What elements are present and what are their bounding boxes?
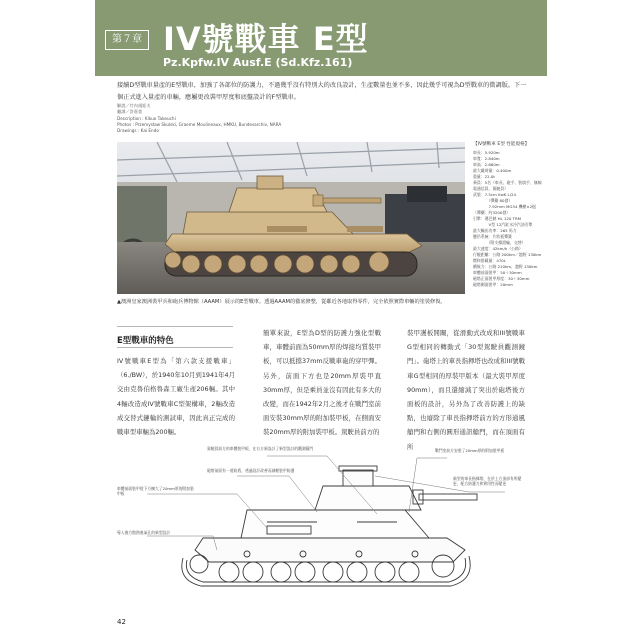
chapter-header	[95, 0, 547, 76]
tank-photo	[117, 142, 465, 294]
body-column-3: 裝甲護板開關，從滑動式改成和III號戰車G型相同的轉動式「30型駕駛員觀測鏡門」。砲塔上的車長指揮塔也改成和III號戰車G型相同的厚裝甲版本（最大裝甲厚度90mm），而且還縮減了突出於砲塔後方面板的設計，另外為了改善防護上的缺點，也廢除了車長指揮塔前方的方形通風艙門和右側的圓形通訊艙門，而在頂面有所	[407, 329, 525, 451]
section-rule	[117, 326, 233, 327]
spec-line: 砲塔正面裝甲厚度：30＋30mm	[473, 276, 530, 281]
spec-line: 最大載荷量：0.400m	[473, 168, 512, 173]
spec-line: 續航力：公路 210km、越野 130km	[473, 264, 538, 269]
spec-line: 最大速度：42km/h（公路）	[473, 246, 523, 251]
photo-caption: ▲澳洲皇家澳洲裝甲兵和砲兵博物館（AAAM）展示的E型戰車。透過AAAM的徹底修整，從鄰近各地取得零件，完全依照實際車輛的塗裝修復。	[117, 299, 446, 305]
spec-line: 車高：2.680m	[473, 162, 500, 167]
spec-box	[473, 142, 543, 288]
spec-line: （附支撐滾輪、交替）	[473, 240, 526, 245]
chapter-label: 第７章	[105, 30, 149, 50]
callout-hull-front-armor: 車體前面裝甲從下方擴大了20mm厚的附加裝甲板	[117, 486, 194, 497]
section-heading: E型戰車的特色	[117, 336, 174, 346]
body-column-2: 簡單來說，E型為D型的防護力強化型戰車，車體前面為50mm厚的焊接均質裝甲板，可以抵擋37mm反戰車砲的穿甲彈。另外，前面下方也是20mm厚裝甲直30mm厚，但是乘員並沒有因此有多大的改變，而在1942年2月之後才在戰鬥室前面安裝30mm厚的附加裝甲板，在側面安裝20mm厚的附加裝甲板。駕駛員前方的	[263, 329, 381, 437]
callout-exhaust-vent: 導入後方散熱進氣孔的新型設計	[117, 530, 171, 535]
page-subtitle: Pz.Kpfw.IV Ausf.E (Sd.Kfz.161)	[163, 56, 353, 69]
credit-line: 解說／竹內規矩夫	[117, 103, 151, 108]
body-column-1: IV號戰車E型為「第六款支援戰車」（6./BW），於1940年10月到1941年4月交由克魯伯格魯森工廠生產206輛。其中4輛改造成IV號戰車C型架構車，2輛改造成交替式鏈輪的測試車，因此真正完成的戰車型車輛為200輛。	[117, 357, 235, 437]
spec-line: 乘員：5名（車長、砲手、裝填手、無線電通信員、駕駛員）	[473, 180, 542, 191]
spec-line: 引擎：邁巴赫 HL 120 TRM	[473, 216, 522, 221]
callout-commander-cupola: 新型的車長指揮塔，在於上方頂部有所變更，配合防護力和實用性而變更	[453, 476, 522, 487]
spec-line: 砲塔側面裝甲：20mm	[473, 282, 513, 287]
spec-line: 7.92mm MG34 機槍×2挺（彈藥：約3200發）	[473, 204, 537, 215]
page-number: 42	[117, 618, 126, 626]
spec-line: V型 12汽缸水冷汽油引擎	[473, 222, 533, 227]
credit-line: Drawings : Kai Endo	[117, 128, 159, 134]
callout-crew-compartment-armor: 戰鬥室前方安裝了20mm厚的附加裝甲板	[435, 448, 505, 453]
tank-photo-drawing	[117, 142, 465, 294]
intro-paragraph: 接續D型戰車量產的E型戰車，加強了各部位的防護力，不過幾乎沒有特別大的改良設計，生產數量也並不多，因此幾乎可視為D型戰車的微調版。下一個正式進入量產的車輛，應屬更改裝甲厚度和底盤設計的F型戰車。	[117, 82, 527, 101]
spec-line: 車寬：2.840m	[473, 156, 500, 161]
spec-line: 最大輸出功率：265 馬力	[473, 228, 517, 233]
credits	[117, 103, 317, 134]
spec-line: 懸吊系統：片狀板彈簧	[473, 234, 512, 239]
spec-line: 燃料搭載量：470L	[473, 258, 506, 263]
spec-line: 車體前面裝甲：50＋30mm	[473, 270, 522, 275]
tank-line-drawing	[117, 446, 525, 606]
spec-line: （彈藥 80發）	[473, 198, 513, 203]
spec-line: 武裝：7.5cm KwK L/24	[473, 192, 516, 197]
spec-line: 重量：22.0t	[473, 174, 495, 179]
page	[95, 0, 547, 640]
callout-driver-visor: 駕駛員前方的車體裝甲板，在右方新設計了新型設計的觀測鏡門	[207, 446, 314, 451]
credit-line: Description : Kikuo Takeuchi	[117, 115, 176, 121]
spec-line: 車長：5.920m	[473, 150, 500, 155]
credit-line: 翻譯／許嘉萱	[117, 109, 143, 115]
callout-mantlet: 砲塔前面有一道防盾，透過設計改善而減輕裝甲防護	[207, 468, 295, 473]
spec-line: 行駛距離：公路 200km／越野 130km	[473, 252, 542, 257]
credit-line: Photos : Przemysław Skulski, Graeme Moulineaux, HMKU, Bundesarchiv, NARA	[117, 121, 282, 127]
spec-title: 【IV號戰車 E型 性能規格】	[473, 142, 530, 147]
section-rule	[117, 347, 233, 348]
page-title: IV號戰車 E型	[163, 20, 369, 58]
tank-side-view	[117, 446, 525, 606]
